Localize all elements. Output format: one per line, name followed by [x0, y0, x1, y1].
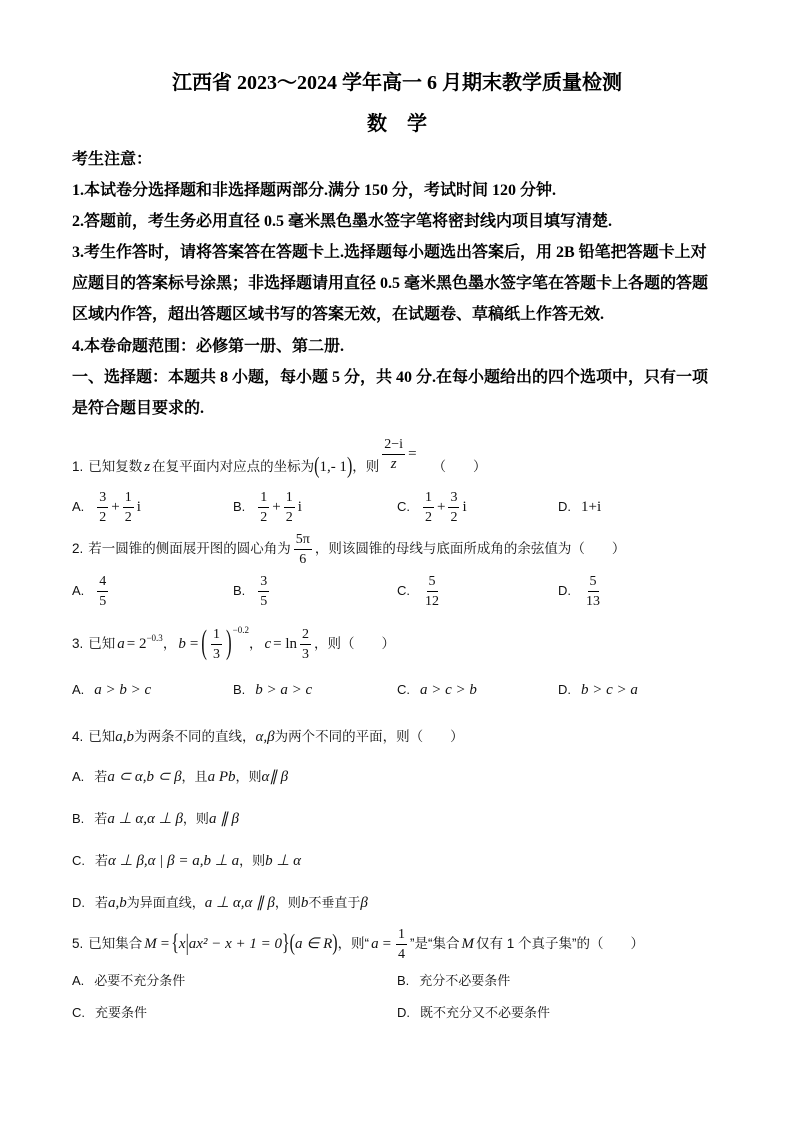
fraction: [294, 532, 312, 567]
fraction-numerator: 1: [396, 927, 407, 945]
option-text: 充分不必要条件: [419, 973, 511, 988]
fraction: [396, 927, 407, 962]
notice-line: 区域内作答，超出答题区域书写的答案无效，在试题卷、草稿纸上作答无效.: [72, 306, 605, 323]
fraction: [448, 490, 459, 525]
fraction-numerator: 1: [211, 627, 222, 645]
stem-text: 在复平面内对应点的坐标为: [152, 459, 315, 474]
separator: ，: [162, 636, 177, 651]
fraction-numerator: 1: [423, 490, 434, 508]
question-number: 3.: [72, 636, 84, 651]
option-a: [72, 680, 151, 700]
question-number: 4.: [72, 729, 84, 744]
math-expression: = ln: [273, 636, 298, 652]
option-label: D.: [72, 895, 85, 910]
left-brace: {: [171, 930, 179, 956]
option-b: [397, 971, 510, 991]
stem-text: 已知复数: [88, 459, 143, 474]
option-math: α ⊥ β,α | β = a,b ⊥ a: [108, 853, 240, 869]
option-text: 若: [94, 769, 108, 784]
option-a: [72, 574, 111, 610]
fraction: [258, 490, 269, 525]
fraction-numerator: 5π: [294, 532, 312, 550]
operator: +: [111, 499, 120, 515]
option-label: D.: [558, 499, 571, 514]
stem-text: 已知集合: [88, 936, 143, 951]
fraction-numerator: 4: [97, 574, 108, 592]
notice-line: 4.本卷命题范围：必修第一册、第二册.: [72, 338, 345, 355]
imaginary-unit: i: [297, 499, 302, 515]
fraction-numerator: 5: [427, 574, 438, 592]
stem-text: 仅有 1 个真子集”的: [476, 936, 591, 951]
fraction-denominator: 12: [425, 594, 439, 610]
option-label: A.: [72, 499, 85, 514]
option-c: [72, 851, 301, 871]
option-math: a > c > b: [420, 682, 477, 698]
answer-blank: （ ）: [341, 636, 396, 651]
fraction-denominator: 2: [425, 510, 432, 526]
option-b: [72, 809, 239, 829]
option-d: [558, 680, 638, 700]
imaginary-unit: i: [136, 499, 141, 515]
fraction-denominator: z: [390, 455, 397, 472]
option-text: 充要条件: [95, 1005, 148, 1020]
math-variable: c: [264, 636, 272, 652]
fraction: [123, 490, 134, 525]
fraction: [97, 574, 108, 609]
option-label: B.: [72, 811, 85, 826]
imaginary-unit: i: [462, 499, 467, 515]
option-label: A.: [72, 769, 85, 784]
fraction-numerator: 5: [588, 574, 599, 592]
stem-text: ，则: [314, 636, 342, 651]
option-math: a,b: [108, 895, 127, 911]
option-text: ，则: [239, 853, 266, 868]
option-label: D.: [558, 583, 571, 598]
fraction-numerator: 3: [448, 490, 459, 508]
stem-text: ，则该圆锥的母线与底面所成角的余弦值为: [314, 541, 572, 556]
stem-text: 为两条不同的直线，: [134, 729, 256, 744]
right-paren: ): [346, 453, 353, 479]
option-c: [72, 1003, 147, 1023]
fraction-denominator: 5: [99, 594, 107, 610]
option-math: a ⊥ α,α ∥ β: [204, 895, 275, 911]
exponent: −0.3: [146, 633, 163, 643]
fraction-numerator: 1: [284, 490, 295, 508]
math-variables: a,b: [115, 729, 135, 745]
left-paren: (: [289, 930, 295, 956]
option-text: ，且: [181, 769, 208, 784]
option-text: ，则: [182, 811, 209, 826]
option-label: B.: [233, 682, 246, 697]
option-math: α∥ β: [261, 769, 289, 785]
fraction: [382, 437, 405, 472]
exponent: −0.2: [232, 625, 249, 635]
operator: +: [272, 499, 281, 515]
answer-blank: （ ）: [571, 541, 626, 556]
option-label: C.: [72, 853, 85, 868]
option-label: C.: [397, 682, 410, 697]
option-text: 既不充分又不必要条件: [420, 1005, 551, 1020]
math-variable: M: [144, 936, 157, 952]
option-math: a Pb: [207, 769, 236, 785]
stem-text: 已知: [88, 636, 116, 651]
option-label: A.: [72, 682, 85, 697]
math-variable: x: [178, 936, 186, 952]
option-label: D.: [558, 682, 571, 697]
option-c: [397, 490, 467, 526]
right-paren: ): [225, 623, 232, 661]
stem-text: 为两个不同的平面，则: [274, 729, 410, 744]
left-paren: (: [314, 453, 320, 479]
math-variables: α,β: [255, 729, 275, 745]
option-a: [72, 490, 141, 526]
option-b: [233, 680, 312, 700]
section-heading-line: 一、选择题：本题共 8 小题，每小题 5 分，共 40 分.在每小题给出的四个选项中，只有一项: [72, 369, 709, 386]
option-label: B.: [233, 583, 246, 598]
fraction-denominator: 2: [450, 510, 458, 526]
option-math: a > b > c: [94, 682, 152, 698]
option-text: ，则: [235, 769, 262, 784]
option-b: [233, 574, 272, 610]
fraction-numerator: 3: [97, 490, 108, 508]
question-number: 5.: [72, 936, 84, 951]
fraction-denominator: 5: [260, 594, 268, 610]
math-variable: a: [371, 936, 379, 952]
option-label: A.: [72, 583, 85, 598]
option-label: D.: [397, 1005, 410, 1020]
option-text: 若: [95, 853, 109, 868]
fraction-numerator: 2−i: [382, 437, 405, 455]
equals-sign: =: [382, 936, 392, 952]
option-text: 为异面直线，: [126, 895, 205, 910]
equals-sign: =: [160, 936, 170, 952]
question-1-stem: [72, 436, 487, 479]
math-variable: a: [117, 636, 125, 652]
option-math: a ⊂ α,b ⊂ β: [107, 769, 182, 785]
option-c: [397, 680, 477, 700]
fraction: [97, 490, 108, 525]
subject-title: 数 学: [367, 113, 427, 135]
point-coordinates: 1,- 1: [319, 459, 347, 475]
option-d: [72, 893, 368, 913]
fraction: [300, 627, 311, 662]
right-paren: ): [332, 930, 338, 956]
question-4-stem: [72, 727, 464, 747]
stem-text: ，则“: [337, 936, 370, 951]
fraction: [423, 490, 434, 525]
fraction: [211, 627, 222, 662]
fraction-denominator: 4: [398, 946, 406, 962]
fraction: [423, 574, 441, 609]
fraction-numerator: 1: [123, 490, 134, 508]
exam-title: 江西省 2023～2024 学年高一 6 月期末教学质量检测: [172, 72, 622, 94]
option-label: B.: [397, 973, 410, 988]
question-5-stem: [72, 926, 645, 962]
fraction-denominator: 3: [212, 646, 220, 662]
notice-line: 2.答题前，考生务必用直径 0.5 毫米黑色墨水签字笔将密封线内项目填写清楚.: [72, 213, 613, 230]
option-text: 若: [94, 811, 108, 826]
question-number: 1.: [72, 459, 84, 474]
question-3-stem: [72, 623, 396, 662]
option-text: 必要不充分条件: [94, 973, 186, 988]
option-text: 若: [95, 895, 109, 910]
fraction-denominator: 2: [285, 510, 293, 526]
option-math: a ⊥ α,α ⊥ β: [107, 811, 183, 827]
option-math: β: [360, 895, 368, 911]
option-math: a ∥ β: [208, 811, 239, 827]
notice-heading: 考生注意：: [72, 151, 153, 168]
left-paren: (: [201, 623, 207, 661]
answer-blank: （ ）: [432, 459, 487, 474]
option-d: [558, 574, 605, 610]
option-label: C.: [72, 1005, 85, 1020]
option-math: b ⊥ α: [265, 853, 302, 869]
notice-line: 应题目的答案标号涂黑；非选择题请用直径 0.5 毫米黑色墨水签字笔在答题卡上各题的答题: [72, 275, 709, 292]
operator: +: [437, 499, 446, 515]
math-variable: z: [144, 459, 151, 475]
fraction-numerator: 3: [258, 574, 269, 592]
fraction: [584, 574, 602, 609]
option-math: 1+i: [581, 499, 602, 515]
parameter-domain: a ∈ R: [295, 936, 333, 952]
fraction-denominator: 6: [299, 551, 307, 567]
fraction-denominator: 2: [99, 510, 107, 526]
fraction: [258, 574, 269, 609]
fraction-denominator: 2: [260, 510, 268, 526]
option-label: B.: [233, 499, 246, 514]
stem-text: 若一圆锥的侧面展开图的圆心角为: [88, 541, 291, 556]
right-brace: }: [281, 930, 290, 956]
set-condition: ax² − x + 1 = 0: [188, 936, 282, 952]
option-math: b: [300, 895, 309, 911]
math-expression: = 2: [126, 636, 147, 652]
fraction-numerator: 1: [258, 490, 269, 508]
fraction-numerator: 2: [300, 627, 311, 645]
option-label: C.: [397, 583, 410, 598]
question-2-stem: [72, 531, 626, 567]
answer-blank: （ ）: [409, 729, 464, 744]
fraction: [284, 490, 295, 525]
option-d: [558, 497, 601, 517]
answer-blank: （ ）: [590, 936, 645, 951]
fraction-denominator: 3: [302, 646, 310, 662]
equals-sign: =: [408, 446, 417, 462]
option-text: ，则: [274, 895, 301, 910]
option-a: [72, 971, 185, 991]
math-variable: M: [461, 936, 475, 952]
option-d: [397, 1003, 550, 1023]
fraction-denominator: 13: [586, 594, 600, 610]
question-number: 2.: [72, 541, 84, 556]
equals-sign: =: [189, 636, 199, 652]
option-a: [72, 767, 288, 787]
option-math: b > a > c: [255, 682, 313, 698]
math-variable: b: [178, 636, 186, 652]
stem-text: ，则: [352, 459, 380, 474]
option-text: 不垂直于: [308, 895, 361, 910]
option-b: [233, 490, 302, 526]
option-c: [397, 574, 444, 610]
separator: ，: [248, 636, 263, 651]
option-label: C.: [397, 499, 410, 514]
fraction-denominator: 2: [124, 510, 132, 526]
notice-line: 1.本试卷分选择题和非选择题两部分.满分 150 分，考试时间 120 分钟.: [72, 182, 557, 199]
option-label: A.: [72, 973, 85, 988]
set-bar: |: [185, 930, 189, 956]
stem-text: ”是“集合: [410, 936, 460, 951]
stem-text: 已知: [88, 729, 116, 744]
notice-line: 3.考生作答时，请将答案答在答题卡上.选择题每小题选出答案后，用 2B 铅笔把答题卡上对: [72, 244, 707, 261]
section-heading-line: 是符合题目要求的.: [72, 400, 205, 417]
option-math: b > c > a: [581, 682, 638, 698]
